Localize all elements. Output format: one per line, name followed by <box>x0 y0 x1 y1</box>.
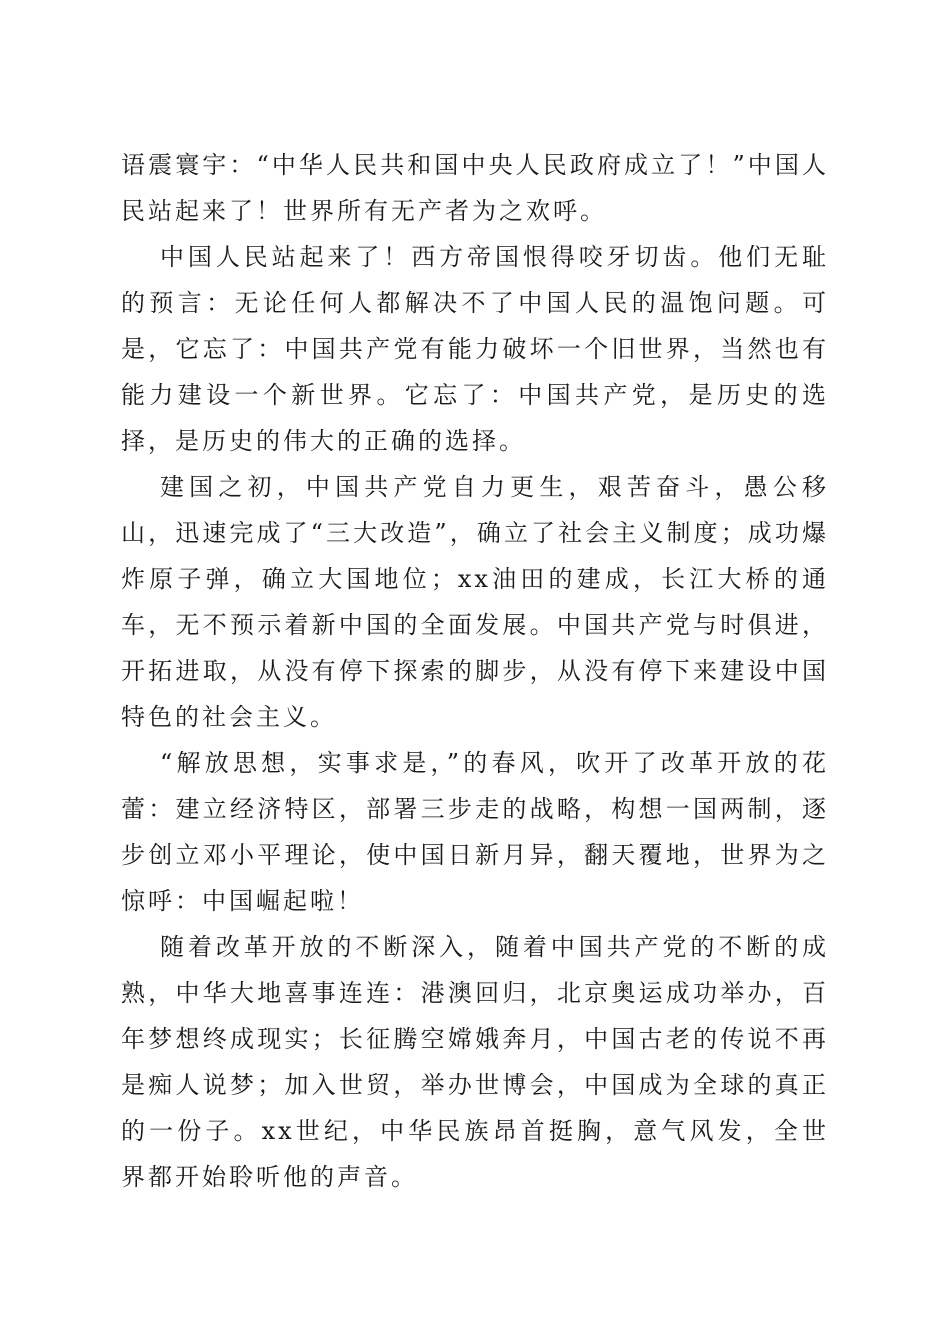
paragraph-4: “解放思想，实事求是，”的春风，吹开了改革开放的花蕾：建立经济特区，部署三步走的战略，构想一国两制，逐步创立邓小平理论，使中国日新月异，翻天覆地，世界为之惊呼：中国崛起啦！ <box>121 749 829 915</box>
paragraph-5: 随着改革开放的不断深入，随着中国共产党的不断的成熟，中华大地喜事连连：港澳回归，北京奥运成功举办，百年梦想终成现实；长征腾空嫦娥奔月，中国古老的传说不再是痴人说梦；加入世贸，举办世博会，中国成为全球的真正的一份子。xx世纪，中华民族昂首挺胸，意气风发，全世界都开始聆听他的声音。 <box>121 933 829 1191</box>
document-body <box>121 142 829 1200</box>
paragraph-1: 语震寰宇：“中华人民共和国中央人民政府成立了！”中国人民站起来了！世界所有无产者为之欢呼。 <box>121 151 829 225</box>
paragraph-2: 中国人民站起来了！西方帝国恨得咬牙切齿。他们无耻的预言：无论任何人都解决不了中国人民的温饱问题。可是，它忘了：中国共产党有能力破坏一个旧世界，当然也有能力建设一个新世界。它忘了：中国共产党，是历史的选择，是历史的伟大的正确的选择。 <box>121 243 829 455</box>
paragraph-3: 建国之初，中国共产党自力更生，艰苦奋斗，愚公移山，迅速完成了“三大改造”，确立了社会主义制度；成功爆炸原子弹，确立大国地位；xx油田的建成，长江大桥的通车，无不预示着新中国的全面发展。中国共产党与时俱进，开拓进取，从没有停下探索的脚步，从没有停下来建设中国特色的社会主义。 <box>121 473 829 731</box>
